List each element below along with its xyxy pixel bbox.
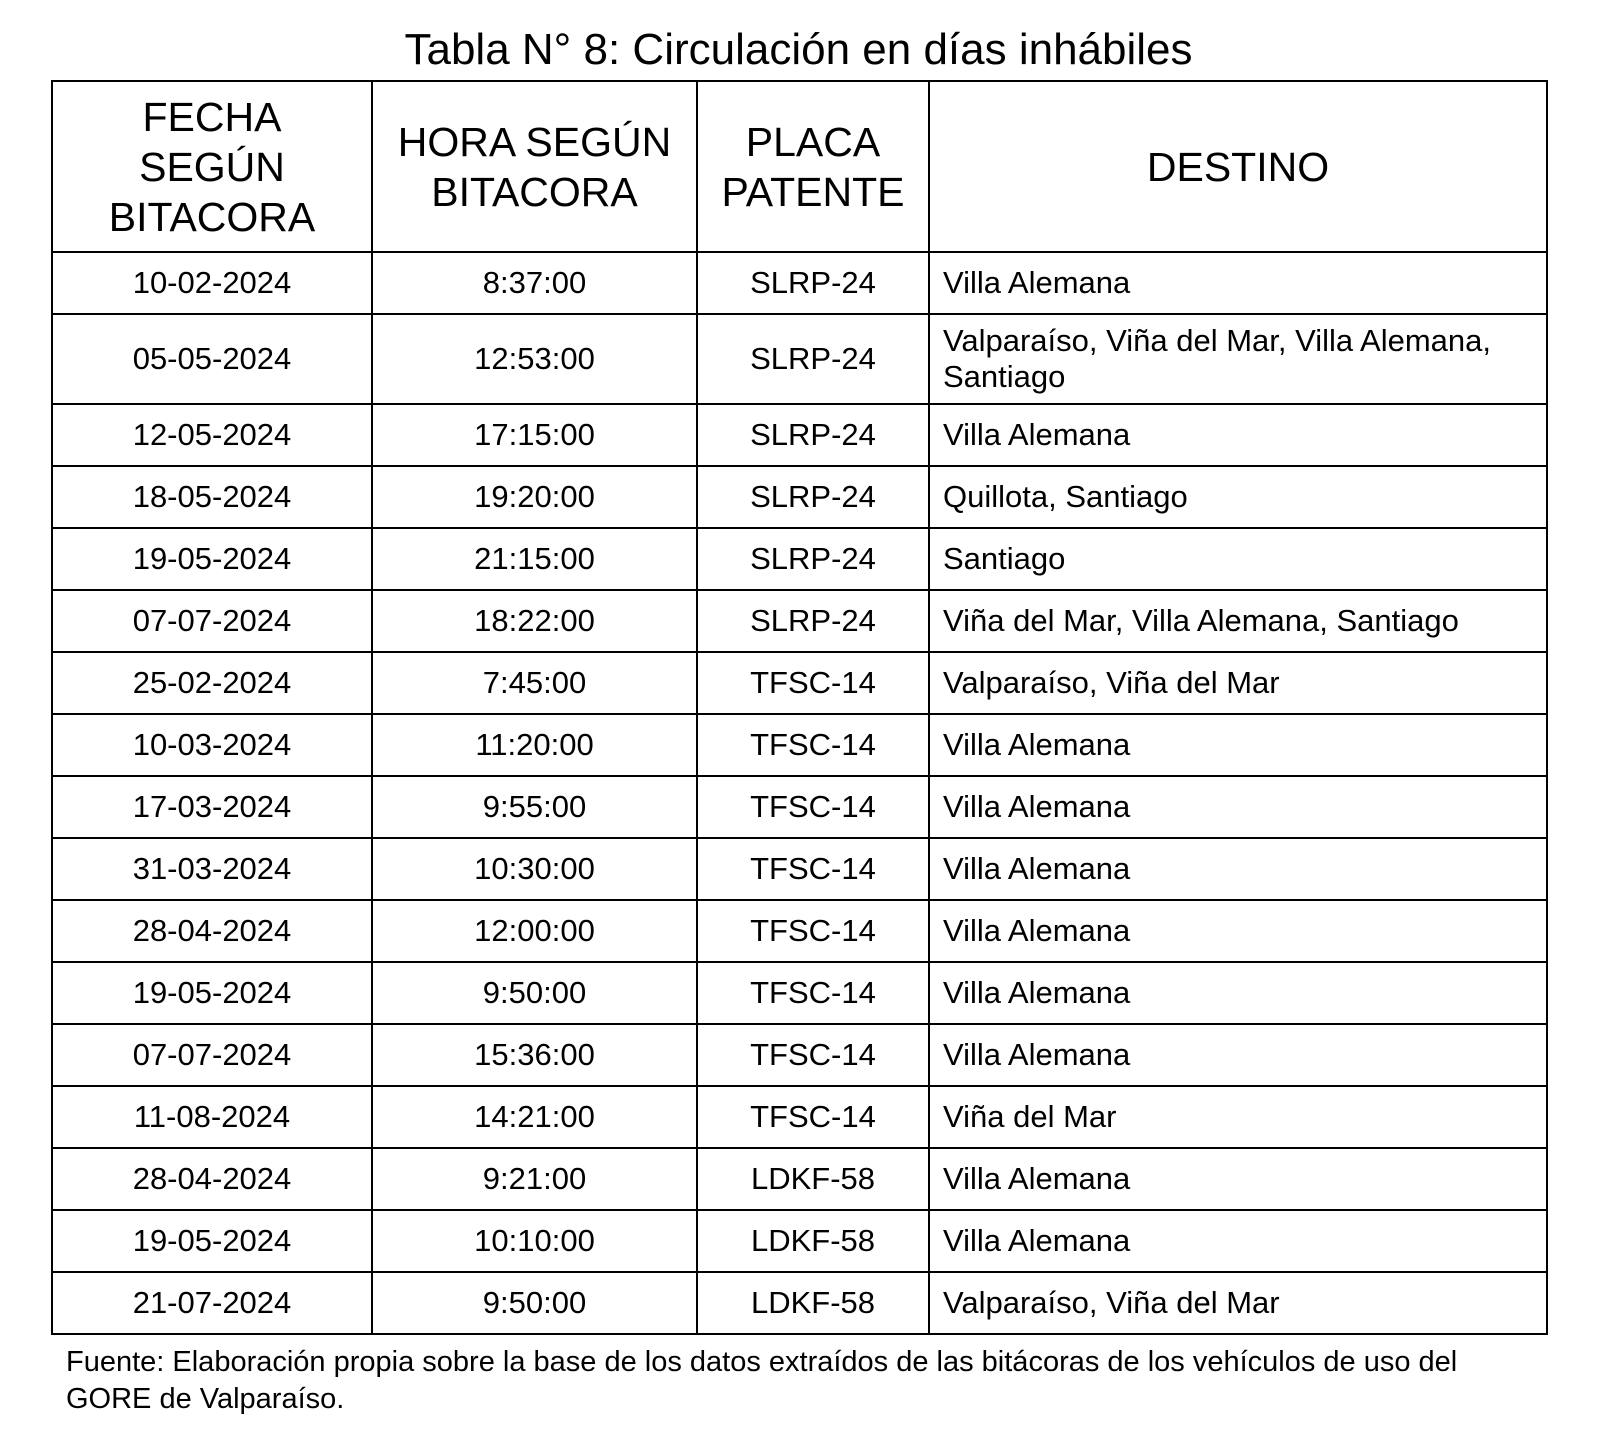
table-header [52, 81, 1547, 252]
cell-hora: 9:55:00 [372, 776, 697, 838]
cell-hora: 21:15:00 [372, 528, 697, 590]
cell-hora: 9:50:00 [372, 1272, 697, 1334]
cell-fecha: 21-07-2024 [52, 1272, 372, 1334]
table-body [52, 252, 1547, 1334]
cell-placa: TFSC-14 [697, 714, 929, 776]
cell-fecha: 07-07-2024 [52, 590, 372, 652]
cell-destino: Villa Alemana [929, 1024, 1547, 1086]
cell-destino: Valparaíso, Viña del Mar [929, 1272, 1547, 1334]
cell-destino: Quillota, Santiago [929, 466, 1547, 528]
cell-fecha: 19-05-2024 [52, 1210, 372, 1272]
cell-fecha: 10-03-2024 [52, 714, 372, 776]
cell-fecha: 25-02-2024 [52, 652, 372, 714]
cell-destino: Viña del Mar, Villa Alemana, Santiago [929, 590, 1547, 652]
cell-placa: TFSC-14 [697, 1086, 929, 1148]
table-row [52, 962, 1547, 1024]
header-hora: HORA SEGÚN BITACORA [372, 81, 697, 252]
cell-placa: SLRP-24 [697, 252, 929, 314]
cell-destino: Santiago [929, 528, 1547, 590]
cell-fecha: 28-04-2024 [52, 900, 372, 962]
cell-fecha: 28-04-2024 [52, 1148, 372, 1210]
cell-destino: Villa Alemana [929, 1148, 1547, 1210]
table-row [52, 466, 1547, 528]
cell-hora: 15:36:00 [372, 1024, 697, 1086]
cell-placa: TFSC-14 [697, 1024, 929, 1086]
cell-placa: TFSC-14 [697, 838, 929, 900]
cell-hora: 10:10:00 [372, 1210, 697, 1272]
cell-placa: TFSC-14 [697, 776, 929, 838]
cell-placa: LDKF-58 [697, 1272, 929, 1334]
header-destino: DESTINO [929, 81, 1547, 252]
cell-destino: Villa Alemana [929, 900, 1547, 962]
data-table [51, 80, 1548, 1335]
cell-hora: 8:37:00 [372, 252, 697, 314]
cell-fecha: 07-07-2024 [52, 1024, 372, 1086]
cell-fecha: 17-03-2024 [52, 776, 372, 838]
cell-hora: 11:20:00 [372, 714, 697, 776]
cell-placa: TFSC-14 [697, 900, 929, 962]
table-row [52, 838, 1547, 900]
cell-placa: SLRP-24 [697, 466, 929, 528]
table-row [52, 252, 1547, 314]
cell-hora: 17:15:00 [372, 404, 697, 466]
cell-destino: Villa Alemana [929, 962, 1547, 1024]
table-row [52, 1024, 1547, 1086]
table-title: Tabla N° 8: Circulación en días inhábiles [404, 25, 1193, 74]
cell-destino: Villa Alemana [929, 1210, 1547, 1272]
cell-fecha: 05-05-2024 [52, 314, 372, 404]
cell-destino: Villa Alemana [929, 252, 1547, 314]
table-row [52, 1210, 1547, 1272]
cell-fecha: 31-03-2024 [52, 838, 372, 900]
cell-destino: Valparaíso, Viña del Mar, Villa Alemana, Santiago [929, 314, 1547, 404]
source-note: Fuente: Elaboración propia sobre la base de los datos extraídos de las bitácoras de los vehículos de uso del GORE de Valparaíso. [66, 1346, 1458, 1415]
cell-destino: Villa Alemana [929, 838, 1547, 900]
cell-fecha: 10-02-2024 [52, 252, 372, 314]
cell-placa: SLRP-24 [697, 590, 929, 652]
cell-placa: LDKF-58 [697, 1148, 929, 1210]
table-row [52, 590, 1547, 652]
cell-placa: SLRP-24 [697, 404, 929, 466]
cell-destino: Viña del Mar [929, 1086, 1547, 1148]
table-row [52, 714, 1547, 776]
cell-placa: TFSC-14 [697, 962, 929, 1024]
table-row [52, 528, 1547, 590]
cell-hora: 14:21:00 [372, 1086, 697, 1148]
header-fecha: FECHA SEGÚN BITACORA [52, 81, 372, 252]
table-row [52, 1086, 1547, 1148]
cell-placa: TFSC-14 [697, 652, 929, 714]
table-row [52, 404, 1547, 466]
table-row [52, 314, 1547, 404]
header-row [52, 81, 1547, 252]
cell-fecha: 19-05-2024 [52, 528, 372, 590]
table-row [52, 776, 1547, 838]
header-placa: PLACA PATENTE [697, 81, 929, 252]
cell-hora: 12:53:00 [372, 314, 697, 404]
cell-placa: SLRP-24 [697, 528, 929, 590]
cell-destino: Villa Alemana [929, 404, 1547, 466]
cell-hora: 9:21:00 [372, 1148, 697, 1210]
table-row [52, 1148, 1547, 1210]
cell-destino: Villa Alemana [929, 714, 1547, 776]
cell-hora: 12:00:00 [372, 900, 697, 962]
cell-fecha: 18-05-2024 [52, 466, 372, 528]
cell-fecha: 11-08-2024 [52, 1086, 372, 1148]
cell-destino: Villa Alemana [929, 776, 1547, 838]
cell-hora: 10:30:00 [372, 838, 697, 900]
cell-fecha: 19-05-2024 [52, 962, 372, 1024]
cell-hora: 19:20:00 [372, 466, 697, 528]
table-row [52, 900, 1547, 962]
cell-placa: LDKF-58 [697, 1210, 929, 1272]
cell-placa: SLRP-24 [697, 314, 929, 404]
cell-hora: 18:22:00 [372, 590, 697, 652]
table-row [52, 652, 1547, 714]
cell-destino: Valparaíso, Viña del Mar [929, 652, 1547, 714]
cell-fecha: 12-05-2024 [52, 404, 372, 466]
cell-hora: 9:50:00 [372, 962, 697, 1024]
cell-hora: 7:45:00 [372, 652, 697, 714]
table-row [52, 1272, 1547, 1334]
